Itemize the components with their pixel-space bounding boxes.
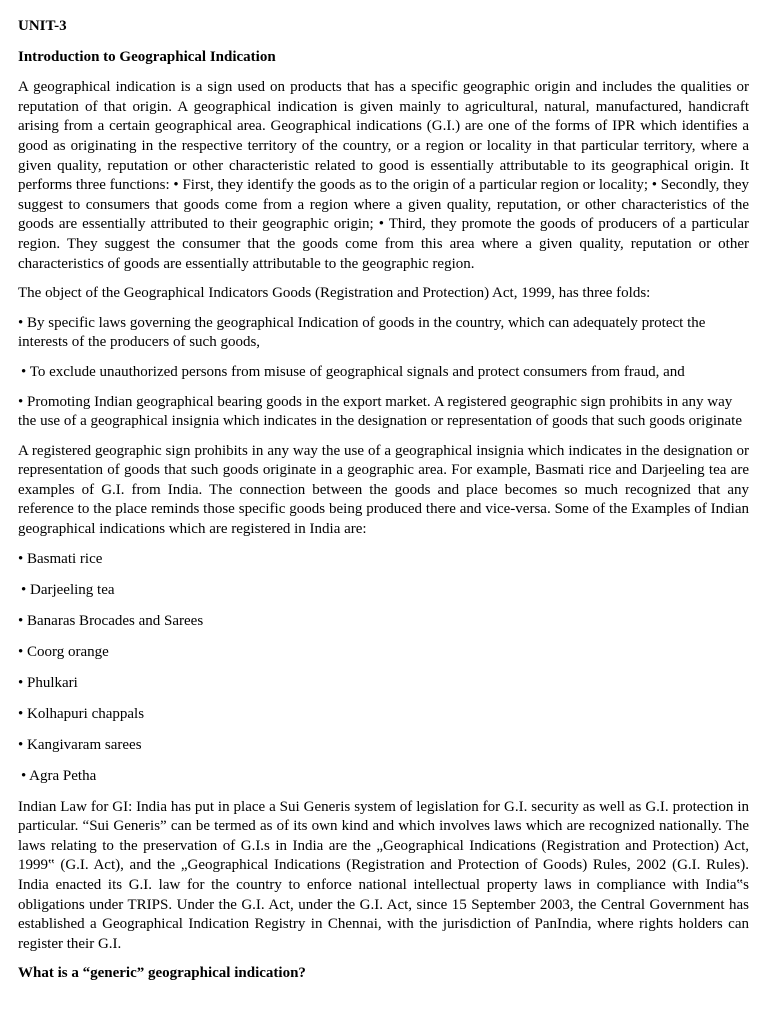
list-item: • Banaras Brocades and Sarees [18,612,204,629]
section-title: Introduction to Geographical Indication [18,48,276,65]
registered-sign-paragraph: A registered geographic sign prohibits in any way the use of a geographical insignia which indicates in the designation or representation of goods that such goods originate in a geographic area. For example, Basmati rice and Darjeeling tea are examples of G.I. from India. The connection between the goods and place becomes so much recognized that any reference to the place reminds those specific goods being produced there and vice-versa. Some of the Examples of Indian geographical indications which are registered in India are: [18,442,749,538]
list-item: • Agra Petha [21,767,97,784]
list-item: • Kangivaram sarees [18,736,142,753]
generic-gi-question-heading: What is a “generic” geographical indication? [18,965,306,982]
object-point-2: • To exclude unauthorized persons from misuse of geographical signals and protect consumers from fraud, and [21,363,685,380]
document-page [18,17,749,984]
list-item: • Kolhapuri chappals [18,705,145,722]
list-item: • Basmati rice [18,550,103,567]
object-paragraph: The object of the Geographical Indicators Goods (Registration and Protection) Act, 1999, has three folds: [18,285,651,302]
object-point-3: • Promoting Indian geographical bearing goods in the export market. A registered geographic sign prohibits in any way the use of a geographical insignia which indicates in the designation or representation of goods that such goods originate [18,393,742,430]
intro-paragraph: A geographical indication is a sign used on products that has a specific geographic origin and includes the qualities or reputation of that origin. A geographical indication is given mainly to agricultural, natural, manufactured, handicraft arising from a certain geographical area. Geographical indications (G.I.) are one of the forms of IPR which identifies a good as originating in the respective territory of the country, or a region or locality in that particular territory, where a given quality, reputation or other characteristic related to good is essentially attributable to its geographical origin. It performs three functions: • First, they identify the goods as to the origin of a particular region or locality; • Secondly, they suggest to consumers that goods come from a region where a given quality, reputation, or other characteristics of the goods are essentially attributed to their geographic origin; • Third, they promote the goods of producers of a particular region. They suggest the consumer that the goods come from this area where a given quality, reputation or other characteristics of goods are essentially attributable to the geographic region. [18,79,749,272]
indian-law-paragraph: Indian Law for GI: India has put in place a Sui Generis system of legislation for G.I. security as well as G.I. protection in particular. “Sui Generis” can be termed as of its own kind and which involves laws which are recognized nationally. The laws relating to the preservation of G.I.s in India are the „Geographical Indications (Registration and Protection) Act, 1999‟ (G.I. Act), and the „Geographical Indications (Registration and Protection of Goods) Rules, 2002 (G.I. Rules). India enacted its G.I. law for the country to enforce national intellectual property laws in compliance with India‟s obligations under TRIPS. Under the G.I. Act, under the G.I. Act, since 15 September 2003, the Central Government has established a Geographical Indication Registry in Chennai, with the jurisdiction of PanIndia, where rights holders can register their G.I. [18,798,749,952]
list-item: • Phulkari [18,674,78,691]
list-item: • Coorg orange [18,643,109,660]
unit-title: UNIT-3 [18,18,67,34]
object-point-1: • By specific laws governing the geographical Indication of goods in the country, which can adequately protect the interests of the producers of such goods, [18,314,706,351]
list-item: • Darjeeling tea [21,581,115,598]
gi-examples-list [18,550,749,786]
